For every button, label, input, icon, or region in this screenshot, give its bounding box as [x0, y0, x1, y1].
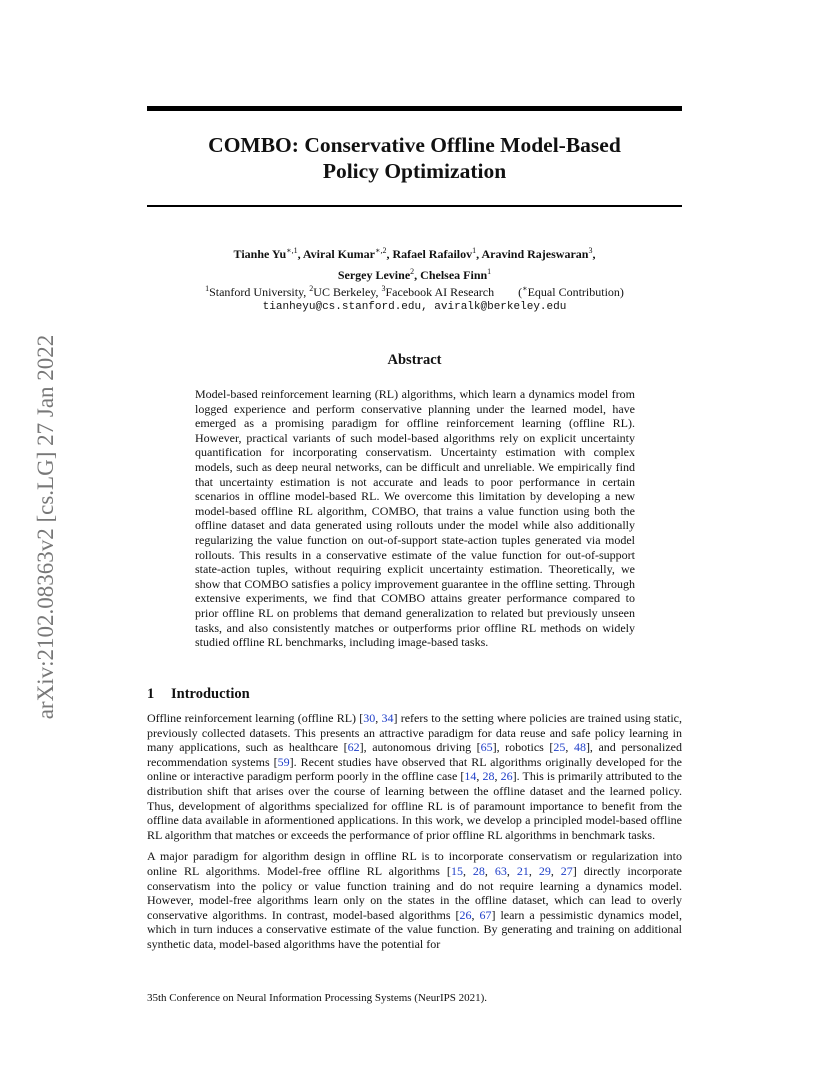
- title-line-1: COMBO: Conservative Offline Model-Based: [208, 133, 621, 157]
- citation-link[interactable]: 28: [482, 769, 495, 784]
- paragraph-text: ,: [476, 769, 483, 784]
- author-sup: ∗,2: [375, 246, 387, 255]
- author-name: Tianhe Yu: [233, 247, 287, 261]
- paragraph-text: ,: [565, 740, 574, 755]
- paragraph-text: ] directly incorporate conservatism into the policy or value function training and do not require learning a dynamics model. However, model-free algorithms learn only on the states in the offline dataset, which can lead to overly conservative algorithms. In contrast, model-based algorithms [: [147, 863, 682, 922]
- affil-facebook: Facebook AI Research: [385, 285, 495, 299]
- section-number: 1: [147, 686, 155, 702]
- author-name: Chelsea Finn: [420, 268, 488, 282]
- affil-sup: 2: [309, 284, 314, 293]
- paragraph-text: ], robotics [: [492, 740, 554, 755]
- title-line-2: Policy Optimization: [322, 159, 507, 183]
- conference-footer: 35th Conference on Neural Information Processing Systems (NeurIPS 2021).: [147, 992, 488, 1004]
- citation-link[interactable]: 62: [347, 740, 360, 755]
- paragraph-text: ,: [528, 863, 539, 878]
- author-line-2: Sergey Levine$^2$, Chelsea Finn$^1$: [337, 267, 492, 282]
- paragraph-text: ,: [494, 769, 501, 784]
- citation-link[interactable]: 14: [464, 769, 477, 784]
- paragraph-text: ]. Recent studies have observed that RL algorithms originally developed for the online or interactive paradigm perform poorly in the offline case [: [147, 754, 682, 784]
- citation-link[interactable]: 29: [538, 863, 551, 878]
- citation-link[interactable]: 59: [277, 754, 290, 769]
- paragraph-text: ,: [506, 863, 517, 878]
- citation-link[interactable]: 65: [480, 740, 493, 755]
- section-heading: [147, 686, 250, 703]
- citation-link[interactable]: 15: [450, 863, 463, 878]
- author-name: Aviral Kumar: [302, 247, 376, 261]
- abstract-heading: Abstract: [387, 352, 442, 368]
- author-sup: 2: [410, 267, 415, 276]
- citation-link[interactable]: 25: [553, 740, 566, 755]
- affiliations: $^1$Stanford University, $^2$UC Berkeley, $^3$Facebook AI Research (∗Equal Contribution): [205, 284, 624, 299]
- citation-link[interactable]: 26: [500, 769, 513, 784]
- author-name: Aravind Rajeswaran: [481, 247, 589, 261]
- citation-link[interactable]: 21: [516, 863, 529, 878]
- citation-link[interactable]: 27: [560, 863, 573, 878]
- abstract-body: Model-based reinforcement learning (RL) algorithms, which learn a dynamics model from logged experience and perform conservative planning under the learned model, have emerged as a promising paradigm for offline reinforcement learning (offline RL). However, practical variants of such model-based algorithms rely on explicit uncertainty quantification for incorporating conservatism. Uncertainty estimation with complex models, such as deep neural networks, can be difficult and unreliable. We empirically find that uncertainty estimation is not accurate and leads to poor performance in certain scenarios in offline model-based RL. We overcome this limitation by developing a new model-based offline RL algorithm, COMBO, that trains a value function using both the offline dataset and data generated using rollouts under the model while also additionally regularizing the value function on out-of-support state-action tuples generated via model rollouts. This results in a conservative estimate of the value function for out-of-support state-action tuples, without requiring explicit uncertainty estimation. Theoretically, we show that COMBO satisfies a policy improvement guarantee in the offline setting. Through extensive experiments, we find that COMBO attains greater performance compared to prior offline RL on problems that demand generalization to related but previously unseen tasks, and also consistently matches or outperforms prior offline RL methods on widely studied offline RL benchmarks, including image-based tasks.: [195, 387, 635, 650]
- affil-berkeley: UC Berkeley,: [313, 285, 382, 299]
- paragraph-text: ] refers to the setting where policies are trained using static, previously collected datasets. This presents an attractive paradigm for data reuse and safe policy learning in many applications, such as healthcare [: [147, 711, 683, 755]
- introduction-body: [147, 711, 682, 959]
- affil-sup: 1: [205, 284, 210, 293]
- paragraph-text: A major paradigm for algorithm design in offline RL is to incorporate conservatism or regularization into online RL algorithms. Model-free offline RL algorithms [: [147, 849, 682, 878]
- paragraph: [147, 849, 682, 951]
- author-sup: 1: [487, 267, 492, 276]
- citation-link[interactable]: 26: [459, 907, 472, 922]
- author-sup: 1: [472, 246, 477, 255]
- paragraph-text: ,: [471, 907, 480, 922]
- paragraph-text: ]. This is primarily attributed to the distribution shift that arises over the course of learning between the offline dataset and the learned policy. Thus, development of algorithms specialized for offline RL is of paramount importance to benefit from the offline data available in aformentioned applications. In this work, we develop a principled model-based offline RL algorithm that matches or exceeds the performance of prior offline RL algorithms in benchmark tasks.: [147, 769, 682, 842]
- paragraph-text: ,: [462, 863, 473, 878]
- citation-link[interactable]: 63: [494, 863, 507, 878]
- author-emails[interactable]: tianheyu@cs.stanford.edu, aviralk@berkeley.edu: [262, 301, 567, 313]
- affil-stanford: Stanford University,: [209, 285, 310, 299]
- citation-link[interactable]: 28: [472, 863, 485, 878]
- citation-link[interactable]: 67: [479, 907, 492, 922]
- paragraph: [147, 711, 682, 842]
- title-rule-top: [147, 106, 682, 111]
- paragraph-text: ], autonomous driving [: [359, 740, 481, 755]
- author-sup: 3: [588, 246, 593, 255]
- author-sup: ∗,1: [286, 246, 298, 255]
- paragraph-text: ,: [550, 863, 561, 878]
- author-line-1: Tianhe $Yu^{∗,1}$, Aviral Kumar$^{∗,2}$, Rafael Rafailov$^1$, Aravind Rajeswaran$^3$,: [233, 246, 596, 261]
- author-name: Sergey Levine: [337, 268, 411, 282]
- affil-sup: ∗: [522, 284, 528, 293]
- paragraph-text: ], and personalized recommendation systems [: [147, 740, 682, 769]
- paragraph-text: ,: [484, 863, 495, 878]
- affil-sup: 3: [381, 284, 386, 293]
- title-rule-bottom: [147, 205, 682, 207]
- arxiv-identifier: arXiv:2102.08363v2 [cs.LG] 27 Jan 2022: [33, 334, 58, 720]
- section-title: Introduction: [171, 686, 250, 702]
- author-name: Rafael Rafailov: [392, 247, 473, 261]
- citation-link[interactable]: 30: [363, 711, 376, 725]
- citation-link[interactable]: 34: [381, 711, 394, 725]
- author-list: [130, 242, 699, 284]
- paragraph-text: ] learn a pessimistic dynamics model, which in turn induces a conservative estimate of the value function. By generating and training on additional synthetic data, model-based algorithms have the potential for: [147, 907, 682, 951]
- paper-title: [147, 132, 682, 184]
- paragraph-text: ,: [375, 711, 382, 725]
- citation-link[interactable]: 48: [573, 740, 586, 755]
- equal-contribution-note: Equal Contribution): [527, 285, 624, 299]
- paragraph-text: Offline reinforcement learning (offline RL) [: [147, 711, 364, 725]
